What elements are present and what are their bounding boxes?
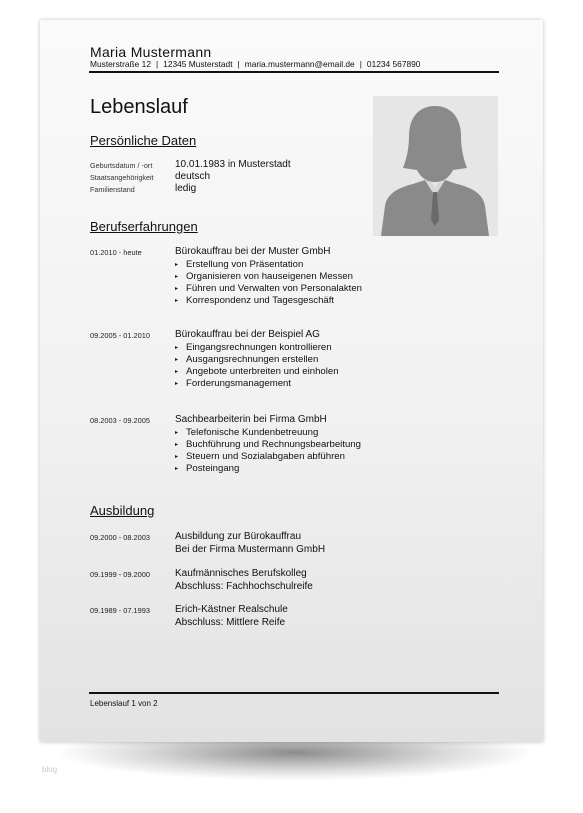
list-item: ▸ Korrespondenz und Tagesgeschäft [175,295,335,307]
education-details [175,531,325,556]
bullet-icon: ▸ [175,286,179,293]
list-item: ▸ Angebote unterbreiten und einholen [175,366,339,378]
watermark: blog [42,765,58,774]
section-personal-heading: Persönliche Daten [90,133,197,148]
footer-rule [89,692,499,694]
header-rule [89,71,499,73]
personal-label: Staatsangehörigkeit [90,173,154,182]
list-item: ▸ Führen und Verwalten von Personalakten [175,283,362,295]
education-details [175,604,288,629]
bullet-icon: ▸ [175,381,179,388]
bullet-icon: ▸ [175,298,179,305]
job-details [175,414,361,476]
job-title: Bürokauffrau bei der Muster GmbH [175,246,331,257]
contact-city: 12345 Musterstadt [163,59,233,69]
contact-phone: 01234 567890 [366,59,421,69]
education-line: Bei der Firma Mustermann GmbH [175,543,326,555]
education-line: Erich-Kästner Realschule [175,604,288,615]
job-date: 01.2010 - heute [90,248,142,257]
education-date: 09.1989 - 07.1993 [90,606,150,615]
education-details [175,568,313,593]
separator: | [237,59,240,69]
bullet-icon: ▸ [175,429,179,436]
separator: | [155,59,159,69]
page-footer: Lebenslauf 1 von 2 [90,699,158,708]
section-experience-heading: Berufserfahrungen [90,219,198,234]
bullet-icon: ▸ [175,273,179,280]
bullet-icon: ▸ [175,441,179,448]
personal-label: Familienstand [90,185,135,194]
section-education-heading: Ausbildung [90,503,155,518]
list-item: ▸ Steuern und Sozialabgaben abführen [175,451,345,463]
personal-value: 10.01.1983 in Musterstadt [175,159,291,170]
personal-value: ledig [175,183,197,194]
separator: | [359,59,362,69]
list-item: ▸ Organisieren von hauseigenen Messen [175,270,353,282]
education-line: Abschluss: Fachhochschulreife [175,580,313,592]
education-line: Ausbildung zur Bürokauffrau [175,531,302,542]
job-details [175,329,339,391]
job-details [175,246,362,308]
job-date: 09.2005 - 01.2010 [90,331,150,340]
contact-email[interactable]: maria.mustermann@email.de [244,59,355,69]
personal-label: Geburtsdatum / -ort [90,161,153,170]
bullet-icon: ▸ [175,369,179,376]
list-item: ▸ Forderungsmanagement [175,378,292,390]
personal-value: deutsch [175,171,211,182]
job-title: Sachbearbeiterin bei Firma GmbH [175,414,327,425]
bullet-icon: ▸ [175,454,179,461]
list-item: ▸ Posteingang [175,463,240,475]
contact-line [90,59,420,69]
list-item: ▸ Telefonische Kundenbetreuung [175,426,319,438]
education-line: Kaufmännisches Berufskolleg [175,568,307,579]
document-title: Lebenslauf [90,96,188,118]
list-item: ▸ Buchführung und Rechnungsbearbeitung [175,438,361,450]
applicant-name: Maria Mustermann [90,44,212,60]
bullet-icon: ▸ [175,356,179,363]
job-date: 08.2003 - 09.2005 [90,416,150,425]
list-item: ▸ Eingangsrechnungen kontrollieren [175,341,332,353]
job-title: Bürokauffrau bei der Beispiel AG [175,329,320,340]
contact-street: Musterstraße 12 [90,59,151,69]
resume-page [40,20,543,742]
list-item: ▸ Erstellung von Präsentation [175,258,304,270]
education-line: Abschluss: Mittlere Reife [175,616,286,628]
education-date: 09.2000 - 08.2003 [90,533,150,542]
bullet-icon: ▸ [175,344,179,351]
person-silhouette-icon [373,96,498,236]
bullet-icon: ▸ [175,466,179,473]
education-date: 09.1999 - 09.2000 [90,570,150,579]
list-item: ▸ Ausgangsrechnungen erstellen [175,353,319,365]
bullet-icon: ▸ [175,261,179,268]
photo-placeholder [373,96,498,236]
